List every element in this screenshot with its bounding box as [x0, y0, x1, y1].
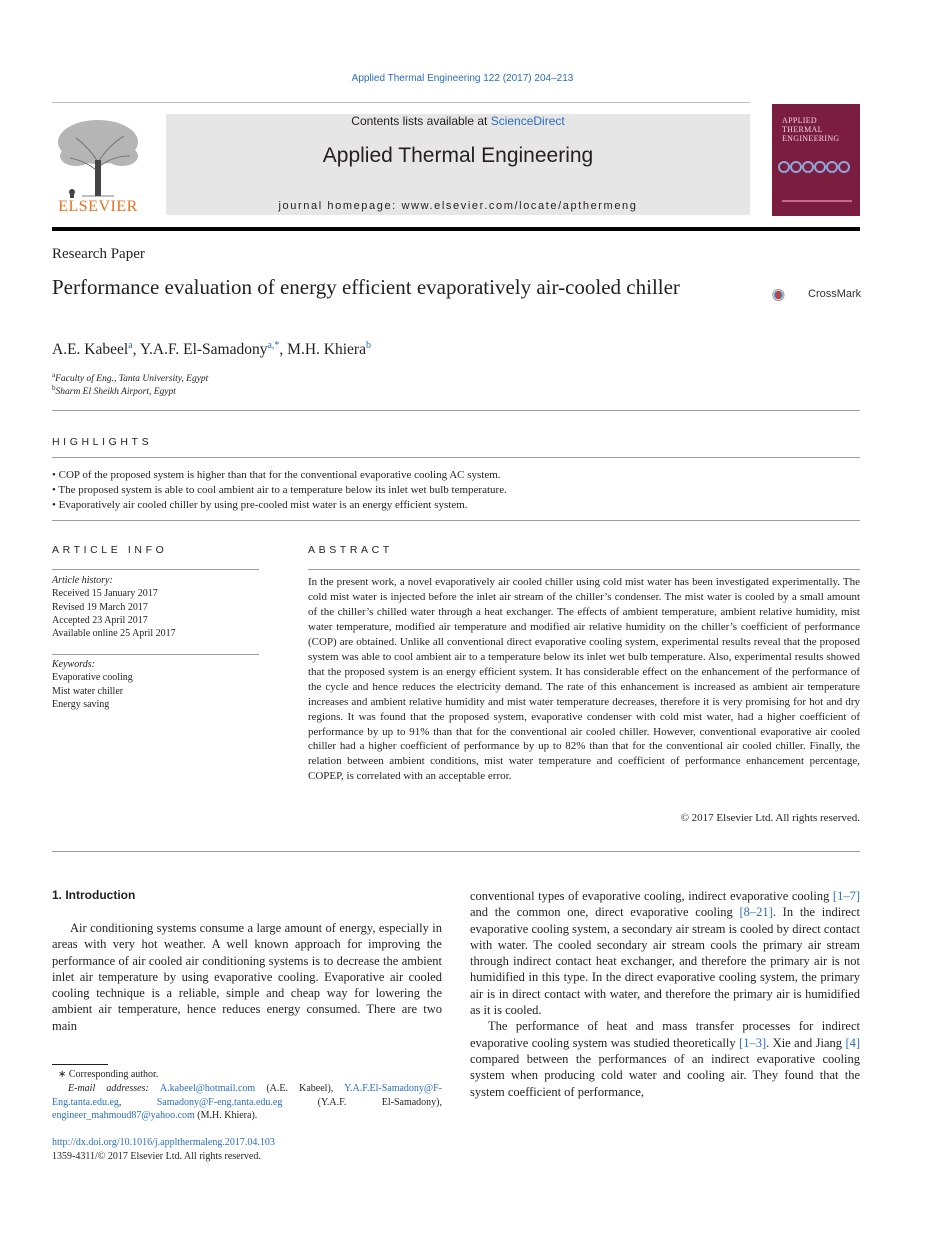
- email-link[interactable]: engineer_mahmoud87@yahoo.com: [52, 1110, 195, 1121]
- affiliation-text: Sharm El Sheikh Airport, Egypt: [55, 387, 176, 398]
- doi-link[interactable]: http://dx.doi.org/10.1016/j.applthermaleng.2017.04.103: [52, 1137, 275, 1148]
- author-separator: ,: [279, 341, 288, 359]
- contents-line: [166, 114, 750, 128]
- header-rule: [52, 102, 750, 103]
- highlight-item: • COP of the proposed system is higher than that for the conventional evaporative cooling AC system.: [52, 469, 501, 481]
- section-rule: [52, 520, 860, 521]
- history-item: Available online 25 April 2017: [52, 628, 176, 640]
- intro-paragraph: [470, 1018, 860, 1099]
- journal-cover[interactable]: [772, 104, 860, 216]
- reference-link[interactable]: [1–3]: [739, 1035, 767, 1050]
- text-run: The performance of heat and mass transfer processes for indirect evaporative cooling system was studied theoretically: [470, 1019, 860, 1050]
- sciencedirect-link[interactable]: ScienceDirect: [490, 114, 565, 128]
- journal-homepage[interactable]: journal homepage: www.elsevier.com/locate/apthermeng: [278, 200, 638, 212]
- email-separator: ,: [118, 1096, 157, 1108]
- journal-name: Applied Thermal Engineering: [322, 144, 594, 167]
- publisher-logo-text: ELSEVIER: [58, 198, 138, 215]
- keyword: Energy saving: [52, 698, 110, 710]
- article-info-rule: [52, 569, 259, 570]
- keywords-label: Keywords:: [52, 659, 95, 670]
- email-link[interactable]: Y.A.F.El-Samadony@F-Eng.tanta.edu.eg: [52, 1083, 443, 1108]
- keyword: Evaporative cooling: [52, 672, 133, 684]
- text-run: compared between the performances of an indirect evaporative cooling system when producing cold water and cooling air. They found that the system coefficient of performance,: [470, 1051, 860, 1099]
- cover-title: APPLIED THERMAL ENGINEERING: [782, 116, 840, 143]
- abstract-rule: [308, 569, 860, 570]
- keyword: Mist water chiller: [52, 685, 124, 697]
- text-run: . Xie and Jiang: [766, 1035, 846, 1050]
- article-info-heading: ARTICLE INFO: [52, 544, 168, 556]
- affiliation-text: Faculty of Eng., Tanta University, Egypt: [55, 374, 209, 385]
- highlights-heading: HIGHLIGHTS: [52, 436, 153, 448]
- email-footnote: [52, 1082, 442, 1123]
- issn-copyright: 1359-4311/© 2017 Elsevier Ltd. All rights reserved.: [52, 1151, 261, 1162]
- history-item: Revised 19 March 2017: [52, 601, 148, 613]
- history-label: Article history:: [52, 575, 113, 586]
- email-owner: (A.E. Kabeel),: [255, 1083, 345, 1094]
- footnote-rule: [52, 1064, 108, 1065]
- text-run: . In the indirect evaporative cooling system, a secondary air stream is cooled by direct contact with water. The cooled secondary air stream cools the primary air stream through indirect contact heat exchanger, and therefore the primary air is not humidified in this type. In the direct evaporative cooling system, the primary air is in direct contact with water, and therefore the primary air is humidified as it is cooled.: [470, 905, 860, 1018]
- highlight-item: • The proposed system is able to cool ambient air to a temperature below its inlet wet bulb temperature.: [52, 484, 507, 496]
- history-item: Accepted 23 April 2017: [52, 614, 148, 626]
- intro-paragraph: Air conditioning systems consume a large amount of energy, especially in areas with very hot weather. A well known approach for improving the performance of air cooled air conditioning systems is to decrease the ambient inlet air temperature by using evaporative cooling. Evaporative air cooled cooling technique is a reliable, simple and cheap way for lowering the ambient air temperature, hence reduces energy consumed. There are two main: [52, 921, 442, 1033]
- affiliation: [52, 371, 208, 384]
- email-label: E-mail addresses:: [68, 1083, 160, 1094]
- section-rule: [52, 410, 860, 411]
- text-run: conventional types of evaporative cooling, indirect evaporative cooling: [470, 889, 833, 903]
- crossmark-icon[interactable]: [772, 278, 806, 312]
- section-rule: [52, 457, 860, 458]
- article-info-rule: [52, 654, 259, 655]
- cover-decoration: [782, 200, 852, 202]
- cover-rings-icon: [772, 160, 860, 174]
- abstract-copyright: © 2017 Elsevier Ltd. All rights reserved.: [680, 812, 860, 824]
- masthead-thick-rule: [52, 227, 860, 231]
- email-link[interactable]: A.kabeel@hotmail.com: [159, 1083, 256, 1094]
- email-owner: (M.H. Khiera).: [194, 1110, 258, 1121]
- article-title: Performance evaluation of energy efficient evaporatively air-cooled chiller: [52, 275, 680, 299]
- section-rule: [52, 851, 860, 852]
- author-name: M.H. Khiera: [287, 341, 366, 359]
- article-type: Research Paper: [52, 246, 145, 262]
- corresponding-author-note: ∗ Corresponding author.: [58, 1069, 159, 1080]
- author-name: A.E. Kabeel: [52, 341, 129, 359]
- intro-right-column: [470, 888, 860, 1100]
- contents-prefix: Contents lists available at: [351, 114, 491, 128]
- intro-left-column: [52, 920, 442, 1034]
- affiliation: [52, 384, 176, 397]
- history-item: Received 15 January 2017: [52, 588, 158, 600]
- author-list: [52, 340, 371, 359]
- article-history: [52, 574, 176, 640]
- author-affil-mark[interactable]: a: [128, 340, 133, 351]
- email-owner: (Y.A.F. El-Samadony),: [282, 1096, 442, 1108]
- crossmark-label[interactable]: CrossMark: [808, 288, 862, 300]
- author-separator: ,: [132, 341, 140, 359]
- email-link[interactable]: Samadony@F-eng.tanta.edu.eg: [156, 1096, 283, 1108]
- introduction-heading: 1. Introduction: [52, 888, 136, 902]
- abstract-text: In the present work, a novel evaporatively air cooled chiller using cold mist water has been investigated experimentally. The cold mist water is injected before the inlet air stream of the chiller’s condenser. The mist water is cooled by a small amount of the chiller’s chilled water through a heat exchanger. The effects of ambient temperature, ambient relative humidity, mist water temperature, modified air temperature and modified air relative humidity on the chiller’s coefficient of performance (COP) are obtained. Unlike all conventional direct evaporative cooling system, experimental results reveal that the proposed system was able to cool ambient air to a temperature below its inlet wet bulb temperature. Also, experimental results showed that the proposed system is an energy efficient system. It has considerable effect on the enhancement of the performance of the cycle and hence reduces the electricity demand. The rate of this enhancement is increased as ambient air temperature increases and ambient relative humidity and mist water temperature decreases, therefore it is very promising for hot and dry regions. It was found that the proposed system, evaporative condenser with cold mist water, had a higher coefficient of performance by up to 91% than that for the conventional air cooled chiller. However, conventional evaporative air cooled chiller had a higher coefficient of performance by up to 82% than that for the conventional air cooled chiller. Finally, the relation between ambient conditions, mist water temperature and coefficient of performance enhancement percentage, COPEP, is correlated with an acceptable error.: [308, 576, 860, 783]
- abstract-heading: ABSTRACT: [308, 544, 393, 556]
- author-name: Y.A.F. El-Samadony: [139, 341, 268, 359]
- reference-link[interactable]: [1–7]: [832, 889, 860, 903]
- affiliation-mark: b: [52, 384, 56, 392]
- intro-paragraph: [470, 888, 860, 1018]
- reference-link[interactable]: [8–21]: [739, 905, 773, 920]
- highlight-item: • Evaporatively air cooled chiller by using pre-cooled mist water is an energy efficient system.: [52, 499, 468, 511]
- journal-citation[interactable]: Applied Thermal Engineering 122 (2017) 204–213: [351, 73, 574, 84]
- affiliation-mark: a: [52, 371, 56, 379]
- keywords-block: [52, 658, 133, 711]
- author-affil-mark[interactable]: a,*: [267, 340, 280, 351]
- text-run: and the common one, direct evaporative cooling: [470, 905, 740, 920]
- author-affil-mark[interactable]: b: [365, 340, 371, 351]
- journal-masthead: [166, 114, 750, 215]
- reference-link[interactable]: [4]: [845, 1035, 861, 1050]
